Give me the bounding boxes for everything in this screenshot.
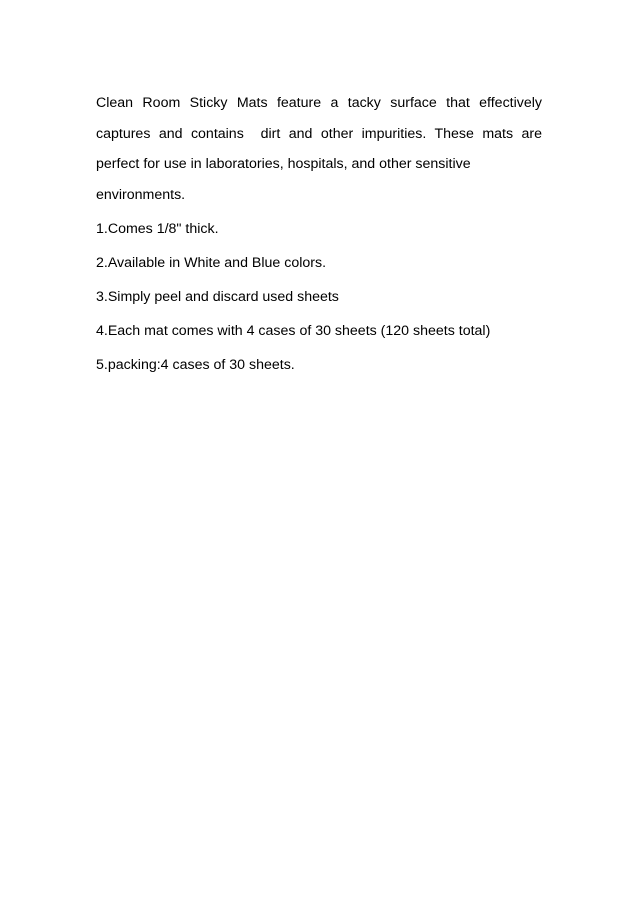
intro-line-1: Clean Room Sticky Mats feature a tacky surface that effectively xyxy=(96,95,542,111)
feature-list xyxy=(96,214,542,381)
intro-line-2: captures and contains dirt and other impurities. These mats are xyxy=(96,125,542,142)
intro-line-3: perfect for use in laboratories, hospitals, and other sensitive xyxy=(96,156,471,172)
feature-item-2: 2.Available in White and Blue colors. xyxy=(96,254,327,271)
feature-item-5: 5.packing:4 cases of 30 sheets. xyxy=(96,356,295,373)
intro-line-4: environments. xyxy=(96,186,186,203)
document-body xyxy=(96,88,542,380)
feature-item-4: 4.Each mat comes with 4 cases of 30 sheets (120 sheets total) xyxy=(96,322,491,339)
feature-item-3: 3.Simply peel and discard used sheets xyxy=(96,288,339,305)
intro-paragraph xyxy=(96,88,542,210)
feature-item-1: 1.Comes 1/8" thick. xyxy=(96,220,219,237)
